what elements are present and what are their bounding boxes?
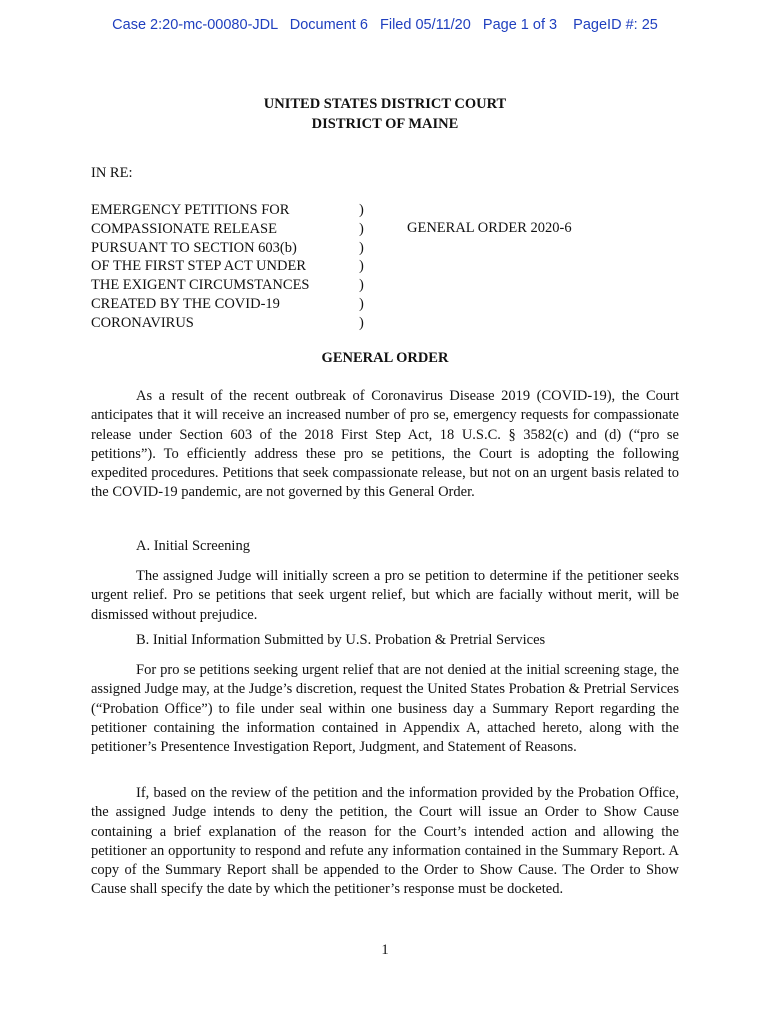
caption-text: EMERGENCY PETITIONS FOR: [91, 202, 290, 218]
caption-paren: ): [359, 314, 364, 331]
ecf-header-stamp: Case 2:20-mc-00080-JDL Document 6 Filed 05/11/20 Page 1 of 3 PageID #: 25: [112, 17, 658, 33]
order-number: GENERAL ORDER 2020-6: [407, 220, 572, 236]
intro-paragraph: As a result of the recent outbreak of Coronavirus Disease 2019 (COVID-19), the Court anticipates that it will receive an increased number of pro se, emergency requests for compassionate release under Section 603 of the 2018 First Step Act, 18 U.S.C. § 3582(c) and (d) (“pro se petitions”). To efficiently address these pro se petitions, the Court is adopting the following expedited procedures. Petitions that seek compassionate release, but not on an urgent basis related to the COVID-19 pandemic, are not governed by this General Order.: [91, 388, 679, 501]
caption-paren: ): [359, 258, 364, 275]
caption-text: PURSUANT TO SECTION 603(b): [91, 239, 297, 256]
document-title: GENERAL ORDER: [321, 350, 449, 366]
section-b-body-2: [91, 784, 679, 900]
caption-paren: ): [359, 295, 364, 312]
caption-text: OF THE FIRST STEP ACT UNDER: [91, 258, 306, 275]
caption-paren: ): [359, 220, 364, 237]
in-re-label: IN RE:: [91, 165, 133, 181]
caption-paren: ): [359, 277, 364, 294]
section-b-paragraph-2: If, based on the review of the petition and the information provided by the Probation Office, the assigned Judge intends to deny the petition, the Court will issue an Order to Show Cause containing a brief explanation of the reason for the Court’s intended action and allowing the petitioner an opportunity to respond and refute any information contained in the Summary Report. A copy of the Summary Report shall be appended to the Order to Show Cause. The Order to Show Cause shall specify the date by which the petitioner’s response must be docketed.: [91, 785, 679, 898]
section-b-heading: B. Initial Information Submitted by U.S. Probation & Pretrial Services: [136, 632, 546, 648]
section-a-heading: A. Initial Screening: [136, 538, 250, 554]
caption-text: THE EXIGENT CIRCUMSTANCES: [91, 277, 310, 294]
caption-text: COMPASSIONATE RELEASE: [91, 220, 277, 237]
section-b-body-1: [91, 661, 679, 757]
caption-text: CORONAVIRUS: [91, 314, 194, 331]
court-name: UNITED STATES DISTRICT COURT: [263, 96, 507, 112]
page-number: 1: [381, 942, 389, 958]
section-a-paragraph: The assigned Judge will initially screen a pro se petition to determine if the petitioner seeks urgent relief. Pro se petitions that seek urgent relief, but which are facially without merit, will be dismissed without prejudice.: [91, 568, 679, 623]
section-b-paragraph-1: For pro se petitions seeking urgent relief that are not denied at the initial screening stage, the assigned Judge may, at the Judge’s discretion, request the United States Probation & Pretrial Services (“Probation Office”) to file under seal within one business day a Summary Report regarding the petitioner containing the information contained in Appendix A, attached hereto, along with the petitioner’s Presentence Investigation Report, Judgment, and Statement of Reasons.: [91, 662, 679, 756]
caption-text: CREATED BY THE COVID-19: [91, 295, 280, 312]
caption-paren: ): [359, 202, 364, 218]
intro-section: [91, 387, 679, 503]
caption-paren: ): [359, 239, 364, 256]
section-a-body: [91, 567, 679, 625]
court-district: DISTRICT OF MAINE: [311, 116, 459, 132]
court-heading: [0, 94, 770, 134]
